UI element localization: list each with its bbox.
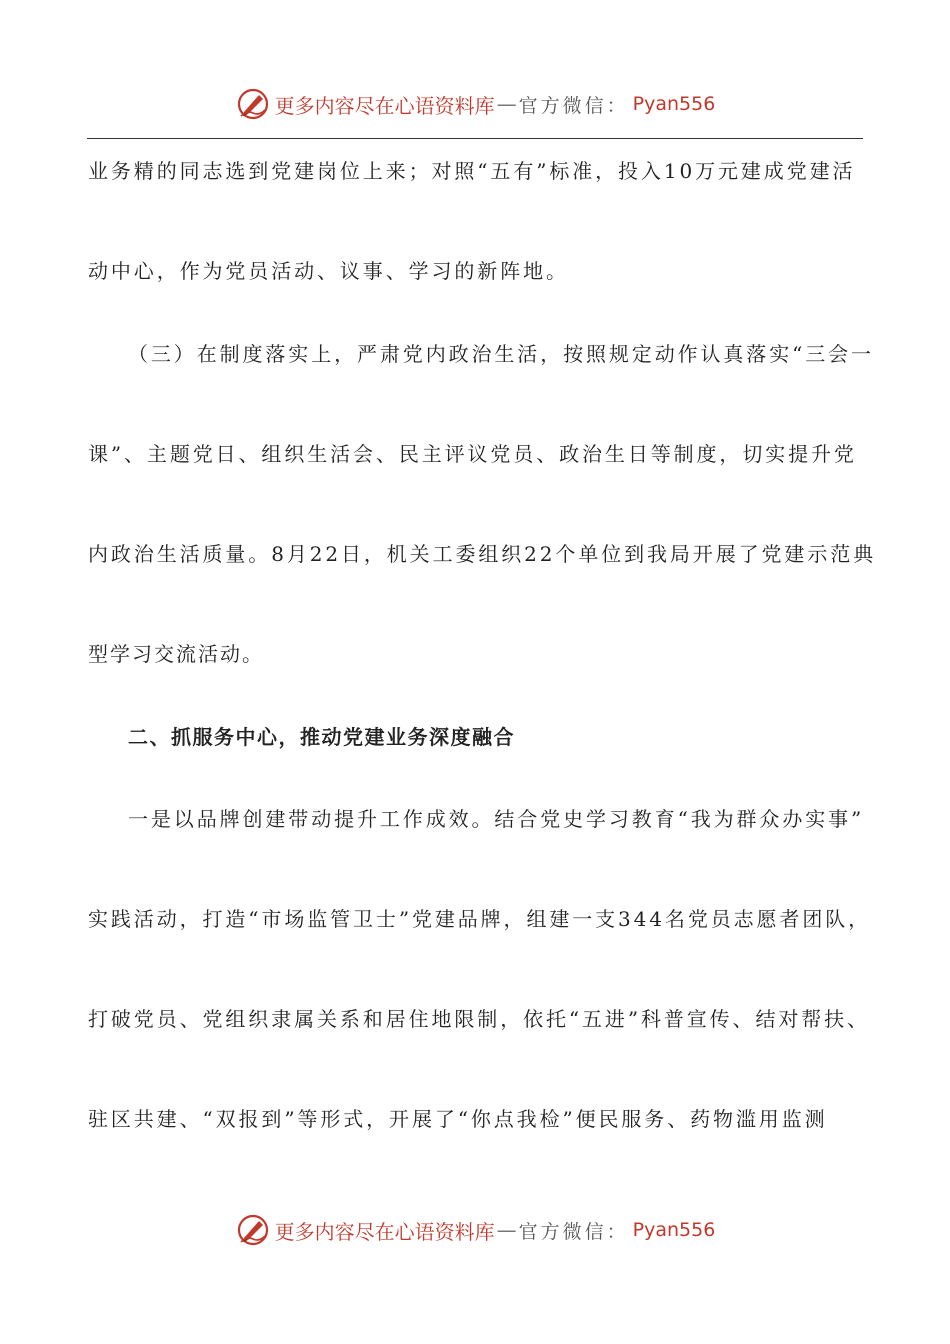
body-line-11: 驻区共建、“双报到”等形式，开展了“你点我检”便民服务、药物滥用监测 (88, 1107, 828, 1131)
body-line-3: （三）在制度落实上，严肃党内政治生活，按照规定动作认真落实“三会一 (128, 342, 874, 366)
header-wechat-label: 官方微信： (518, 94, 629, 117)
footer-banner (0, 1210, 950, 1250)
header-divider (87, 138, 863, 139)
header-site-name: 更多内容尽在心语资料库 (274, 93, 495, 118)
header-banner (0, 84, 950, 124)
footer-wechat-id: Pyan556 (632, 1219, 716, 1241)
body-line-6: 型学习交流活动。 (88, 642, 264, 666)
footer-separator: — (496, 1218, 517, 1242)
pen-logo-icon (235, 86, 271, 122)
pen-logo-icon (235, 1212, 271, 1248)
body-line-8: 一是以品牌创建带动提升工作成效。结合党史学习教育“我为群众办实事” (128, 807, 865, 831)
section-heading: 二、抓服务中心，推动党建业务深度融合 (128, 725, 515, 749)
header-wechat-id: Pyan556 (632, 93, 716, 115)
footer-wechat-label: 官方微信： (518, 1220, 629, 1243)
body-line-1: 业务精的同志选到党建岗位上来；对照“五有”标准，投入10万元建成党建活 (88, 159, 856, 183)
body-line-2: 动中心，作为党员活动、议事、学习的新阵地。 (88, 259, 569, 283)
body-line-5: 内政治生活质量。8月22日，机关工委组织22个单位到我局开展了党建示范典 (88, 542, 877, 566)
body-line-4: 课”、主题党日、组织生活会、民主评议党员、政治生日等制度，切实提升党 (88, 442, 857, 466)
footer-site-name: 更多内容尽在心语资料库 (274, 1219, 495, 1244)
body-line-9: 实践活动，打造“市场监管卫士”党建品牌，组建一支344名党员志愿者团队， (88, 907, 872, 931)
header-separator: — (496, 92, 517, 116)
body-line-10: 打破党员、党组织隶属关系和居住地限制，依托“五进”科普宣传、结对帮扶、 (88, 1007, 870, 1031)
